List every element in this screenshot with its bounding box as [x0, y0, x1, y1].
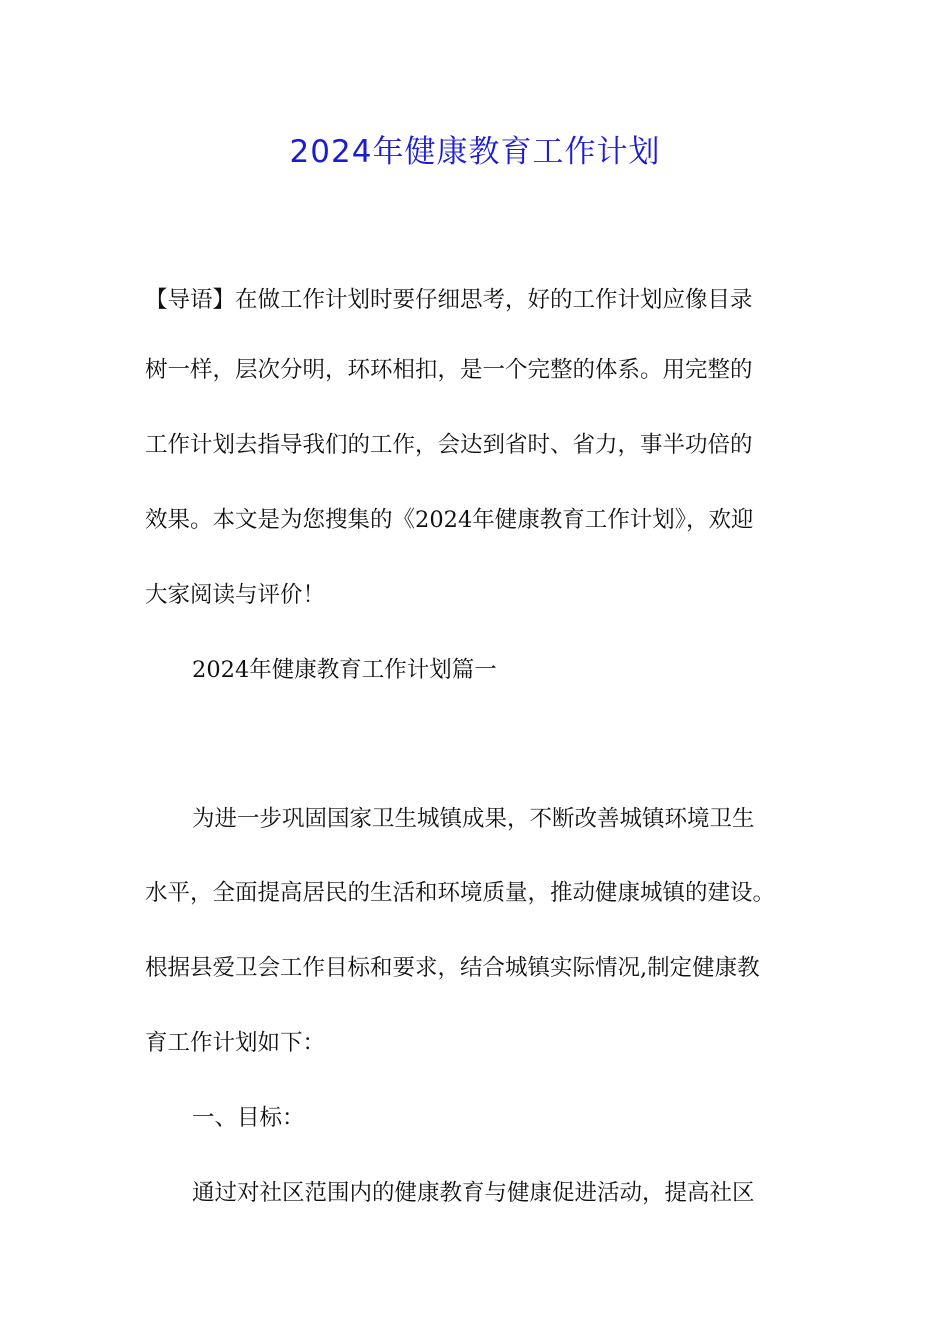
intro-line-2: 树一样，层次分明，环环相扣，是一个完整的体系。用完整的 [145, 357, 753, 383]
paragraph-line-3: 根据县爱卫会工作目标和要求，结合城镇实际情况,制定健康教 [145, 955, 760, 981]
intro-line-4: 效果。本文是为您搜集的《2024年健康教育工作计划》，欢迎 [145, 507, 754, 533]
section-heading: 2024年健康教育工作计划篇一 [192, 657, 497, 683]
document-title: 2024年健康教育工作计划 [289, 134, 661, 170]
intro-line-3: 工作计划去指导我们的工作，会达到省时、省力，事半功倍的 [145, 432, 753, 458]
paragraph-line-2: 水平，全面提高居民的生活和环境质量，推动健康城镇的建设。 [145, 880, 776, 906]
goal-line-1: 通过对社区范围内的健康教育与健康促进活动，提高社区 [192, 1180, 755, 1206]
goal-heading: 一、目标： [192, 1105, 305, 1131]
paragraph-line-4: 育工作计划如下： [145, 1030, 326, 1056]
intro-line-1: 【导语】在做工作计划时要仔细思考，好的工作计划应像目录 [145, 287, 753, 313]
paragraph-line-1: 为进一步巩固国家卫生城镇成果，不断改善城镇环境卫生 [192, 806, 755, 832]
document-body [145, 0, 810, 1344]
intro-line-5: 大家阅读与评价！ [145, 582, 326, 608]
